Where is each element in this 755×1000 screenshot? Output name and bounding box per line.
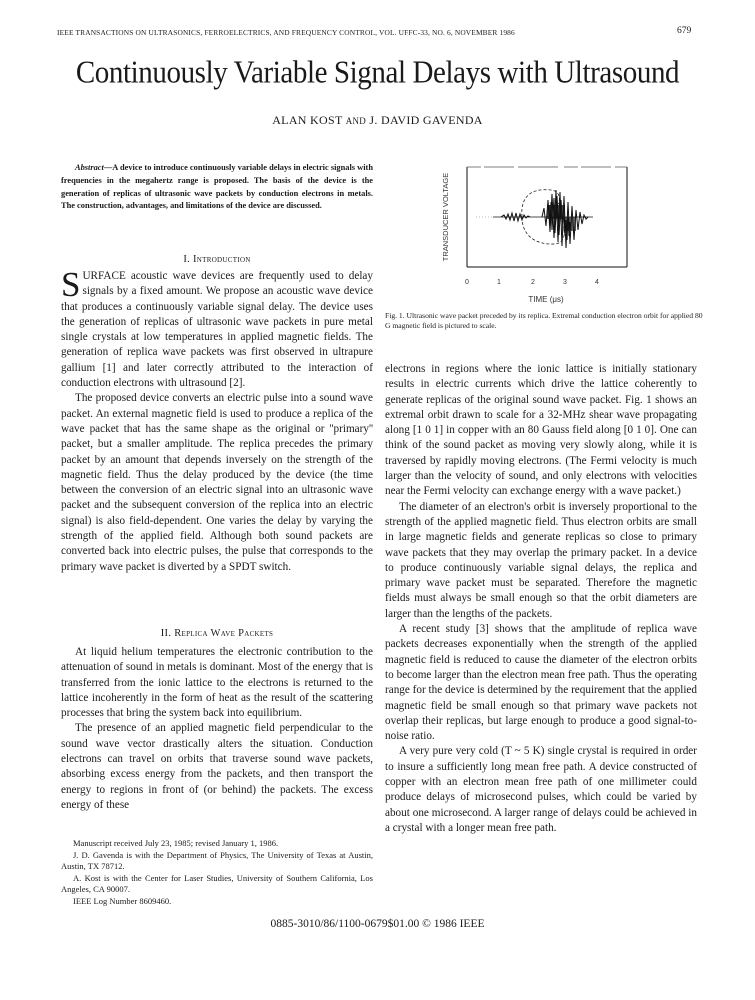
section-number: II. xyxy=(160,628,172,639)
replica-body-left xyxy=(61,645,373,813)
author-conjunction: AND xyxy=(345,116,367,126)
paragraph: A very pure very cold (T ~ 5 K) single crystal is required in order to insure a sufficiently long mean free path. A device constructed of copper with an electron mean free path of one millimeter could produce delays of microsecond pulses, which could be varied by about one microsecond. A larger range of delays could be achieved in a crystal with a longer mean free path. xyxy=(385,745,697,834)
paragraph: At liquid helium temperatures the electronic contribution to the attenuation of sound in metals is dominant. Most of the energy that is transferred from the ionic lattice to the electrons is returned to the lattice incoherently in the form of heat as the result of the scattering processes that bring the system back into equilibrium. xyxy=(61,646,373,720)
figure-caption xyxy=(385,311,705,332)
footnote: IEEE Log Number 8609460. xyxy=(73,895,172,906)
footnotes xyxy=(61,838,373,908)
x-tick: 1 xyxy=(497,279,501,286)
authors xyxy=(0,113,755,128)
page-number: 679 xyxy=(677,26,692,36)
figure-caption-text: Ultrasonic wave packet preceded by its replica. Extremal conduction electron orbit for applied 80 G magnetic field is pictured to scale. xyxy=(385,311,703,331)
author-kost: ALAN KOST xyxy=(272,113,343,127)
section-title: Replica Wave Packets xyxy=(174,628,274,639)
abstract-label: Abstract xyxy=(75,163,104,172)
running-head: IEEE TRANSACTIONS ON ULTRASONICS, FERROELECTRICS, AND FREQUENCY CONTROL, VOL. UFFC-33, NO. 6, NOVEMBER 1986 xyxy=(57,28,515,37)
footnote: J. D. Gavenda is with the Department of Physics, The University of Texas at Austin, Austin, TX 78712. xyxy=(61,849,373,872)
x-axis-label: TIME (μs) xyxy=(528,295,564,304)
y-axis-label: TRANSDUCER VOLTAGE xyxy=(441,172,450,262)
paragraph: electrons in regions where the ionic lattice is initially stationary results in electric currents which drive the lattice coherently to generate replicas of the original sound wave packet. Fig. 1 shows an extremal orbit drawn to scale for a 32-MHz shear wave propagating along [1 0 1] in copper with an 80 Gauss field along [0 1 0]. One can think of the sound packet as moving very slowly along, while it is traversed by rapidly moving electrons. (The Fermi velocity is much larger than the velocity of sound, and only electrons with velocities near the Fermi velocity can exchange energy with a wave packet.) xyxy=(385,363,697,498)
section-number: I. xyxy=(183,254,191,265)
section-heading-replica-wave-packets xyxy=(61,628,373,639)
x-tick: 2 xyxy=(531,279,535,286)
section-heading-introduction xyxy=(61,254,373,265)
x-tick: 4 xyxy=(595,279,599,286)
paragraph: The proposed device converts an electric pulse into a sound wave packet. An external magnetic field is used to produce a replica of the wave packet that has the same shape as the original or ''primary'' packet, but a smaller amplitude. The replica precedes the primary packet by an amount that depends inversely on the strength of the magnetic field. Thus the delay produced by the device (the time between the conversion of an electric signal into an ultrasonic wave packet and the subsequent conversion of the replica into an electric signal) is also field-dependent. One varies the delay by varying the strength of the applied field. Although both sound packets are converted back into electric pulses, the pulse that corresponds to the primary wave packet is diverted by a SPDT switch. xyxy=(61,392,373,573)
paragraph: The diameter of an electron's orbit is inversely proportional to the strength of the applied magnetic field. Thus electron orbits are small in large magnetic fields and generate replicas so close to primary wave packets that they may overlap the primary packet. In a device to produce continuously variable signal delays, the replica and primary wave packet must be separated. Therefore the magnetic fields must always be small enough so that the orbit diameters are larger than the lengths of the packets. xyxy=(385,500,697,620)
abstract xyxy=(61,162,373,213)
waveform-plot xyxy=(438,160,648,310)
author-gavenda: J. DAVID GAVENDA xyxy=(369,113,483,127)
introduction-body xyxy=(61,265,373,575)
replica-body-right xyxy=(385,362,697,836)
abstract-dash: — xyxy=(103,163,113,172)
paragraph: SURFACE acoustic wave devices are frequently used to delay signals by a fixed amount. We propose an acoustic wave device that produces a continuously variable signal delay. The device uses the generation of replicas of ultrasonic wave packets in pure metal single crystals at low temperatures in applied magnetic fields. The generation of replica wave packets was first observed in ultrapure gallium [1] and later correctly attributed to the interaction of conduction electrons with ultrasound [2]. xyxy=(61,265,373,390)
paragraph: The presence of an applied magnetic field perpendicular to the sound wave vector drastically alters the situation. Conduction electrons can travel on orbits that traverse sound wave packets, absorbing excess energy from the packets, and then transport the energy to regions in front of (or behind) the packets. The excess energy of these xyxy=(61,722,373,811)
footnote: Manuscript received July 23, 1985; revised January 1, 1986. xyxy=(73,838,279,848)
paragraph: A recent study [3] shows that the amplitude of replica wave packets decreases exponentially when the strength of the applied magnetic field is reduced to cause the diameter of the electron orbits to become larger than the electron mean free path. Thus the operating range for the device is determined by the requirement that the applied magnetic field be small enough so that primary wave packets not overlap their replicas, but large enough to produce a good signal-to-noise ratio. xyxy=(385,623,697,743)
section-title: Introduction xyxy=(193,254,251,265)
copyright-line: 0885-3010/86/1100-0679$01.00 © 1986 IEEE xyxy=(270,918,485,930)
dropcap: S xyxy=(61,265,81,304)
x-tick: 3 xyxy=(563,279,567,286)
figure-1 xyxy=(438,160,648,310)
paper-title: Continuously Variable Signal Delays with Ultrasound xyxy=(75,55,680,91)
abstract-text: A device to introduce continuously variable delays in electric signals with frequencies in the megahertz range is proposed. The basis of the device is the generation of replicas of ultrasonic wave packets by conduction electrons in metals. The construction, advantages, and limitations of the device are discussed. xyxy=(61,163,373,211)
figure-label: Fig. 1. xyxy=(385,311,405,320)
x-tick: 0 xyxy=(465,279,469,286)
footnote: A. Kost is with the Center for Laser Studies, University of Southern California, Los Angeles, CA 90007. xyxy=(61,872,373,895)
